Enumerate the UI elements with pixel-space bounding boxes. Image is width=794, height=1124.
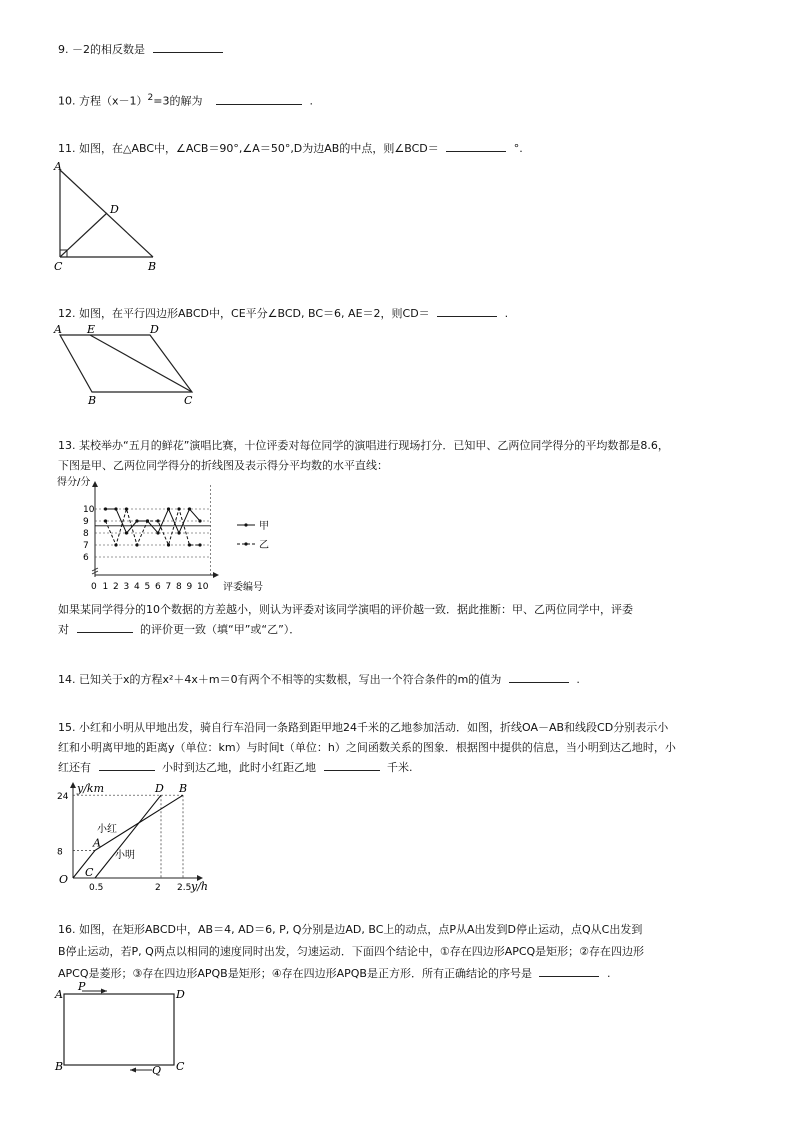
question-text-line1: 小红和小明从甲地出发，骑自行车沿同一条路到距甲地24千米的乙地参加活动．如图，折线OA－AB和线段CD分别表示小 [79, 721, 669, 734]
question-number: 16. [58, 923, 76, 936]
legend-label: 乙 [259, 540, 269, 551]
question-9 [58, 40, 227, 59]
x-tick-label: 2.5 [177, 883, 192, 893]
y-axis-arrow [70, 782, 76, 788]
question-15 [58, 718, 668, 737]
text-pre: 红还有 [58, 761, 91, 774]
point-label-d: D [155, 782, 164, 796]
period: . [309, 94, 313, 108]
y-axis-label: y/km [77, 782, 105, 795]
point-label-a: A [93, 836, 101, 850]
question-number: 10. [58, 94, 76, 108]
label-p: P [78, 980, 86, 993]
x-tick-label: 6 [155, 582, 161, 592]
y-tick-label: 6 [83, 553, 89, 563]
legend-marker [244, 542, 247, 545]
question-12 [58, 304, 508, 323]
question-16-line3 [58, 964, 610, 983]
data-point [198, 519, 201, 522]
data-point [188, 507, 191, 510]
answer-blank[interactable] [437, 304, 497, 317]
x-axis-label: y/h [191, 880, 209, 893]
x-tick-label: 2 [155, 883, 161, 893]
data-point [135, 543, 138, 546]
question-number: 15. [58, 721, 76, 734]
x-tick-label: 9 [186, 582, 193, 592]
label-e: E [87, 323, 96, 336]
x-tick-label: 10 [197, 582, 209, 592]
legend-label: 甲 [259, 521, 269, 532]
text-post: 千米. [387, 761, 413, 774]
y-tick-label: 7 [83, 541, 89, 551]
answer-blank[interactable] [77, 620, 133, 633]
question-text-line1: 某校举办“五月的鲜花”演唱比赛，十位评委对每位同学的演唱进行现场打分．已知甲、乙两位同学得分的平均数都是8.6， [79, 439, 669, 452]
question-16-line2: B停止运动，若P, Q两点以相同的速度同时出发，匀速运动．下面四个结论中，①存在四边形APCQ是矩形；②存在四边形 [58, 945, 645, 958]
question-text: 如图，在△ABC中，∠ACB＝90°,∠A＝50°,D为边AB的中点，则∠BCD＝ [79, 142, 439, 155]
label-a: A [54, 160, 62, 173]
y-axis-arrow [92, 481, 98, 487]
distance-time-graph [55, 780, 225, 895]
answer-blank[interactable] [509, 670, 569, 683]
degree-end: °. [513, 142, 523, 155]
data-point [188, 543, 191, 546]
label-q: Q [152, 1064, 162, 1077]
series-line-xiaoming [95, 795, 161, 878]
question-13-line4 [58, 620, 300, 639]
label-b: B [88, 394, 97, 407]
question-number: 9. [58, 43, 69, 56]
question-text: 方程（x－1） [79, 94, 148, 108]
question-number: 12. [58, 307, 76, 320]
question-text: 已知关于x的方程x²＋4x＋m＝0有两个不相等的实数根，写出一个符合条件的m的值为 [79, 673, 502, 686]
x-tick-label: 8 [176, 582, 182, 592]
label-d: D [150, 323, 159, 336]
question-number: 14. [58, 673, 76, 686]
exponent: 2 [147, 93, 154, 103]
point-label-c: C [85, 866, 94, 879]
y-tick-label: 9 [83, 517, 89, 527]
score-line-chart [55, 475, 295, 597]
y-tick-label: 10 [83, 505, 95, 515]
label-c: C [54, 260, 63, 273]
y-tick-label: 8 [57, 847, 63, 858]
question-15-line2: 红和小明离甲地的距离y（单位：km）与时间t（单位：h）之间函数关系的图象．根据图中提供的信息，当小明到达乙地时，小 [58, 741, 676, 754]
parallelogram-figure [52, 322, 202, 407]
question-13 [58, 436, 669, 455]
x-axis-label: 评委编号 [223, 582, 263, 593]
label-b: B [55, 1060, 64, 1073]
x-tick-label: 2 [113, 582, 119, 592]
rectangle-abcd-figure [52, 982, 192, 1077]
data-point [135, 519, 138, 522]
data-point [146, 519, 149, 522]
answer-blank-km[interactable] [324, 758, 380, 771]
y-axis-label: 得分/分 [57, 477, 91, 488]
label-d: D [176, 988, 185, 1001]
x-tick-label: 5 [144, 582, 151, 592]
data-point [167, 543, 170, 546]
question-13-line2: 下图是甲、乙两位同学得分的折线图及表示得分平均数的水平直线： [58, 459, 388, 472]
x-tick-label: 7 [165, 582, 172, 592]
question-number: 13. [58, 439, 76, 452]
question-text-line1: 如图，在矩形ABCD中，AB＝4, AD＝6, P, Q分别是边AD, BC上的动点，点P从A出发到D停止运动，点Q从C出发到 [79, 923, 643, 936]
x-tick-label: 1 [102, 582, 109, 592]
data-point [125, 531, 128, 534]
label-a: A [54, 323, 62, 336]
data-point [177, 531, 180, 534]
data-point [104, 507, 107, 510]
question-10 [58, 89, 313, 111]
legend-marker [244, 523, 247, 526]
text-pre: 对 [58, 623, 69, 636]
label-c: C [176, 1060, 185, 1073]
question-text: －2的相反数是 [72, 43, 145, 56]
period: . [606, 967, 611, 980]
answer-blank[interactable] [153, 40, 223, 53]
series-label-xiaoming: 小明 [115, 850, 135, 861]
y-tick-label: 8 [83, 529, 89, 539]
data-point [156, 531, 159, 534]
data-point [177, 507, 180, 510]
data-point [114, 543, 117, 546]
series-label-xiaohong: 小红 [97, 824, 117, 835]
data-point [167, 507, 170, 510]
text: APCQ是菱形；③存在四边形APQB是矩形；④存在四边形APQB是正方形．所有正确结论的序号是 [58, 967, 532, 980]
y-tick-label: 24 [57, 792, 69, 803]
x-tick-label: 3 [123, 582, 130, 592]
period: . [504, 307, 509, 320]
label-c: C [184, 394, 193, 407]
answer-blank[interactable] [539, 964, 599, 977]
question-number: 11. [58, 142, 76, 155]
question-text: 如图，在平行四边形ABCD中，CE平分∠BCD, BC＝6, AE＝2，则CD＝ [79, 307, 430, 320]
text-post: 的评价更一致（填“甲”或“乙”）． [140, 623, 301, 636]
answer-blank-hours[interactable] [99, 758, 155, 771]
answer-blank[interactable] [446, 139, 506, 152]
data-point [104, 519, 107, 522]
origin-label: O [59, 873, 69, 886]
label-d: D [110, 203, 119, 216]
data-point [114, 507, 117, 510]
question-13-line3: 如果某同学得分的10个数据的方差越小，则认为评委对该同学演唱的评价越一致．据此推断：甲、乙两位同学中，评委 [58, 603, 633, 616]
x-tick-label: 4 [134, 582, 140, 592]
question-16 [58, 920, 642, 939]
data-point [198, 543, 201, 546]
data-point [156, 519, 159, 522]
point-label-b: B [179, 782, 188, 796]
answer-blank[interactable] [216, 92, 302, 105]
x-axis-arrow [213, 572, 219, 578]
x-tick-label: 0 [91, 582, 97, 592]
period: . [576, 673, 580, 686]
question-11 [58, 139, 523, 158]
x-tick-label: 0.5 [89, 883, 104, 893]
triangle-abc-figure [50, 160, 160, 275]
question-text-end: =3的解为 [153, 94, 203, 108]
label-a: A [55, 988, 63, 1001]
data-point [125, 507, 128, 510]
question-15-line3 [58, 758, 413, 777]
label-b: B [148, 260, 157, 273]
text-mid: 小时到达乙地，此时小红距乙地 [162, 761, 316, 774]
question-14 [58, 670, 580, 689]
